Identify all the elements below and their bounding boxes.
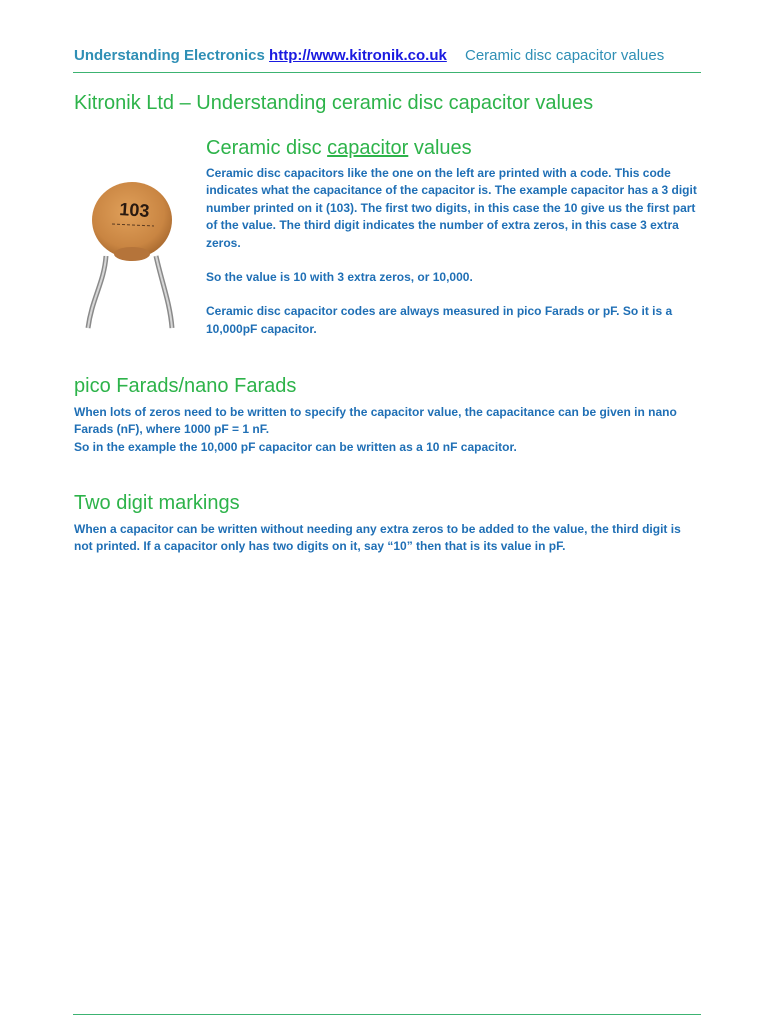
header-divider [73, 72, 701, 73]
footer-divider [73, 1014, 701, 1015]
section1-body [206, 165, 700, 338]
paragraph: Ceramic disc capacitors like the one on the left are printed with a code. This code indicates what the capacitance of the capacitor is. The example capacitor has a 3 digit number printed on it (103). The first two digits, in this case the 10 give us the first part of the value. The third digit indicates the number of extra zeros, in this case 3 extra zeros. [206, 166, 697, 250]
capacitor-image [82, 178, 182, 330]
section-heading-pico-nano: pico Farads/nano Farads [74, 375, 297, 397]
heading-post: values [408, 137, 472, 159]
paragraph: So the value is 10 with 3 extra zeros, or 10,000. [206, 270, 473, 285]
header-subtitle: Ceramic disc capacitor values [465, 47, 665, 64]
heading-pre: Ceramic disc [206, 137, 328, 159]
header-title: Understanding Electronics [74, 47, 265, 64]
section-heading-capacitor [206, 137, 472, 160]
capacitor-link[interactable]: capacitor [327, 137, 409, 159]
page-title: Kitronik Ltd – Understanding ceramic disc capacitor values [74, 92, 594, 114]
section3-body [74, 521, 702, 556]
header-link[interactable]: http://www.kitronik.co.uk [269, 47, 447, 64]
page-header [74, 47, 664, 64]
paragraph: When a capacitor can be written without needing any extra zeros to be added to the value, the third digit is not printed. If a capacitor only has two digits on it, say “10” then that is its value in pF. [74, 522, 681, 554]
section-heading-two-digit: Two digit markings [74, 492, 240, 514]
paragraph: Ceramic disc capacitor codes are always measured in pico Farads or pF. So it is a 10,000pF capacitor. [206, 304, 673, 336]
paragraph: When lots of zeros need to be written to specify the capacitor value, the capacitance can be given in nano Farads (nF), where 1000 pF = 1 nF. [74, 405, 677, 437]
section2-body [74, 404, 702, 456]
paragraph: So in the example the 10,000 pF capacitor can be written as a 10 nF capacitor. [74, 439, 517, 454]
capacitor-code-label: 103 [118, 198, 151, 222]
